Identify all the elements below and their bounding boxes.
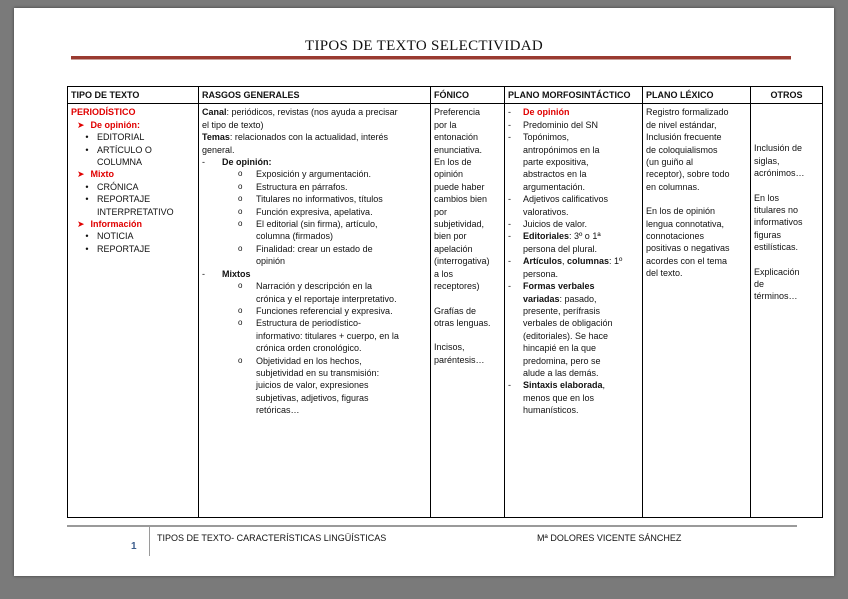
arrow-icon: ➤	[77, 119, 85, 130]
list-item: informativo: titulares + cuerpo, en la	[256, 330, 399, 341]
morfo-opinion-label: De opinión	[523, 107, 570, 118]
temas-text: : relacionados con la actualidad, interés	[229, 132, 388, 143]
list-item: ARTÍCULO O	[97, 144, 152, 155]
otros-line: de	[754, 279, 765, 290]
circle-bullet-icon: o	[238, 169, 243, 179]
table-header-row	[68, 87, 823, 104]
bullet-icon: •	[85, 231, 89, 242]
fonico-line: receptores)	[434, 281, 480, 292]
list-item: Funciones referencial y expresiva.	[256, 305, 393, 316]
otros-line: En los	[754, 192, 780, 203]
fonico-line: paréntesis…	[434, 354, 485, 365]
cell-lexico	[643, 104, 751, 518]
formas-label-cont: variadas	[523, 293, 560, 304]
list-item: CRÓNICA	[97, 181, 139, 192]
fonico-line: cambios bien	[434, 194, 488, 205]
lexico-line: lengua connotativa,	[646, 218, 725, 229]
circle-bullet-icon: o	[238, 219, 243, 229]
list-item: juicios de valor, expresiones	[256, 380, 369, 391]
text-types-table	[67, 86, 823, 518]
mixto-label: Mixto	[90, 169, 115, 180]
lexico-line: connotaciones	[646, 231, 705, 242]
lexico-line: receptor), sobre todo	[646, 169, 730, 180]
header-tipo: TIPO DE TEXTO	[68, 87, 199, 104]
page-number: 1	[131, 541, 137, 552]
sintaxis-text: ,	[602, 380, 606, 391]
canal-text-cont: el tipo de texto)	[202, 119, 264, 130]
footer-author: Mª DOLORES VICENTE SÁNCHEZ	[537, 533, 682, 543]
cell-fonico	[431, 104, 505, 518]
morfo-line: persona del plural.	[523, 243, 598, 254]
fonico-line: Grafías de	[434, 305, 477, 316]
lexico-line: positivas o negativas	[646, 243, 730, 254]
title-divider	[71, 56, 791, 59]
lexico-line: acordes con el tema	[646, 255, 728, 266]
columnas-label: columnas	[567, 256, 610, 267]
lexico-line: del texto.	[646, 268, 683, 279]
fonico-line: enunciativa.	[434, 144, 483, 155]
morfo-line: verbales de obligación	[523, 318, 613, 329]
otros-line: figuras	[754, 229, 782, 240]
list-item: subjetividad en su transmisión:	[256, 367, 380, 378]
list-item: INTERPRETATIVO	[97, 206, 174, 217]
footer-separator	[149, 526, 150, 556]
circle-bullet-icon: o	[238, 206, 243, 216]
header-otros: OTROS	[751, 87, 823, 104]
morfo-line: parte expositiva,	[523, 157, 589, 168]
morfo-line: persona.	[523, 268, 559, 279]
circle-bullet-icon: o	[238, 181, 243, 191]
cell-tipo	[68, 104, 199, 518]
morfo-line: abstractos en la	[523, 169, 587, 180]
list-item: Objetividad en los hechos,	[256, 355, 362, 366]
bullet-icon: •	[85, 194, 89, 205]
fonico-line: puede haber	[434, 181, 485, 192]
list-item: Estructura en párrafos.	[256, 181, 348, 192]
table-row	[68, 104, 823, 518]
otros-line: Inclusión de	[754, 143, 803, 154]
morfo-line: humanísticos.	[523, 405, 579, 416]
fonico-line: subjetividad,	[434, 219, 485, 230]
otros-line: estilísticas.	[754, 242, 799, 253]
rasgos-opinion-heading: De opinión:	[222, 157, 272, 168]
periodistico-label: PERIODÍSTICO	[71, 107, 136, 118]
header-morfo: PLANO MORFOSINTÁCTICO	[505, 87, 643, 104]
otros-line: siglas,	[754, 155, 780, 166]
circle-bullet-icon: o	[238, 355, 243, 365]
list-item: Función expresiva, apelativa.	[256, 206, 373, 217]
list-item: COLUMNA	[97, 157, 143, 168]
morfo-line: argumentación.	[523, 181, 586, 192]
cell-otros	[751, 104, 823, 518]
header-fonico: FÓNICO	[431, 87, 505, 104]
list-item: opinión	[256, 256, 286, 267]
morfo-line: Adjetivos calificativos	[523, 194, 609, 205]
formas-text: : pasado,	[559, 293, 597, 304]
temas-label: Temas	[202, 132, 230, 143]
document-page	[14, 8, 834, 576]
lexico-line: Registro formalizado	[646, 107, 729, 118]
editoriales-text: : 3º o 1ª	[569, 231, 601, 242]
lexico-line: Inclusión frecuente	[646, 132, 722, 143]
circle-bullet-icon: o	[238, 243, 243, 253]
list-item: Titulares no informativos, títulos	[256, 194, 383, 205]
fonico-line: por la	[434, 119, 457, 130]
fonico-line: apelación	[434, 243, 473, 254]
circle-bullet-icon: o	[238, 281, 243, 291]
fonico-line: otras lenguas.	[434, 317, 491, 328]
fonico-line: Preferencia	[434, 107, 481, 118]
list-item: NOTICIA	[97, 231, 134, 242]
arrow-icon: ➤	[77, 219, 85, 230]
bullet-icon: •	[85, 181, 89, 192]
morfo-line: menos que en los	[523, 392, 595, 403]
otros-line: acrónimos…	[754, 168, 805, 179]
morfo-line: Juicios de valor.	[523, 219, 588, 230]
fonico-line: entonación	[434, 132, 479, 143]
list-item: Exposición y argumentación.	[256, 169, 372, 180]
footer-divider	[67, 525, 797, 527]
lexico-line: de coloquialismos	[646, 144, 718, 155]
fonico-line: En los de	[434, 157, 472, 168]
canal-text: : periódicos, revistas (nos ayuda a precisar	[226, 107, 398, 118]
header-rasgos: RASGOS GENERALES	[199, 87, 431, 104]
rasgos-mixtos-heading: Mixtos	[222, 268, 251, 279]
otros-line: términos…	[754, 291, 798, 302]
otros-line: informativos	[754, 217, 803, 228]
list-item: EDITORIAL	[97, 132, 145, 143]
bullet-icon: •	[85, 132, 89, 143]
morfo-line: hincapié en la que	[523, 343, 597, 354]
lexico-line: En los de opinión	[646, 206, 716, 217]
circle-bullet-icon: o	[238, 194, 243, 204]
list-item: Finalidad: crear un estado de	[256, 243, 373, 254]
informacion-label: Información	[90, 219, 143, 230]
fonico-line: por	[434, 206, 448, 217]
circle-bullet-icon: o	[238, 305, 243, 315]
morfo-line: Topónimos,	[523, 132, 570, 143]
list-item: crónica y el reportaje interpretativo.	[256, 293, 397, 304]
temas-text-cont: general.	[202, 144, 235, 155]
fonico-line: (interrogativa)	[434, 256, 490, 267]
list-item: retóricas…	[256, 405, 300, 416]
morfo-line: presente, perífrasis	[523, 305, 601, 316]
list-item: El editorial (sin firma), artículo,	[256, 219, 378, 230]
lexico-line: de nivel estándar,	[646, 119, 717, 130]
articulos-separator: ,	[562, 256, 568, 267]
list-item: columna (firmados)	[256, 231, 334, 242]
fonico-line: opinión	[434, 169, 464, 180]
morfo-line: antropónimos en la	[523, 144, 600, 155]
page-title: TIPOS DE TEXTO SELECTIVIDAD	[305, 38, 543, 54]
morfo-line: valorativos.	[523, 206, 569, 217]
list-item: crónica orden cronológico.	[256, 343, 362, 354]
articulos-label: Artículos	[523, 256, 563, 267]
circle-bullet-icon: o	[238, 318, 243, 328]
editoriales-label: Editoriales	[523, 231, 570, 242]
footer-doc-title: TIPOS DE TEXTO- CARACTERÍSTICAS LINGÜÍSTICAS	[157, 533, 387, 543]
formas-label: Formas verbales	[523, 281, 595, 292]
opinion-label: De opinión:	[90, 119, 141, 130]
morfo-line: alude a las demás.	[523, 367, 599, 378]
bullet-icon: •	[85, 243, 89, 254]
otros-line: Explicación	[754, 266, 800, 277]
fonico-line: a los	[434, 268, 454, 279]
list-item: subjetivas, adjetivos, figuras	[256, 392, 369, 403]
canal-label: Canal	[202, 107, 227, 118]
cell-rasgos: Canal: periódicos, revistas (nos ayuda a precisar el tipo de texto) Temas: relacionados con la actualidad, interés general. - De opinión: o Exposición y argumentación. o Estructura en párrafos. o Titulares no informativos, títulos o Función expresiva, apelativa. o El editorial (sin firma), artículo, columna (firmados) o Finalidad: crear un estado de opinión - Mixtos o Narración y descripción en la crónica y el reportaje interpretativo. o Funciones referencial y expresiva. o Estructura de periodístico- informativo: titulares + cuerpo, en la crónica orden cronológico. o Objetividad en los hechos, subjetividad en su transmisión: juicios de valor, expresiones subjetivas, adjetivos, figuras retóricas…	[199, 104, 431, 518]
otros-line: titulares no	[754, 205, 799, 216]
list-item: Narración y descripción en la	[256, 281, 373, 292]
morfo-line: (editoriales). Se hace	[523, 330, 609, 341]
morfo-line: Predominio del SN	[523, 119, 599, 130]
arrow-icon: ➤	[77, 169, 85, 180]
sintaxis-label: Sintaxis elaborada	[523, 380, 603, 391]
fonico-line: bien por	[434, 231, 467, 242]
lexico-line: (un guiño al	[646, 157, 694, 168]
lexico-line: en columnas.	[646, 181, 700, 192]
list-item: REPORTAJE	[97, 194, 151, 205]
morfo-line: predomina, pero se	[523, 355, 601, 366]
list-item: Estructura de periodístico-	[256, 318, 362, 329]
header-lexico: PLANO LÉXICO	[643, 87, 751, 104]
list-item: REPORTAJE	[97, 243, 151, 254]
bullet-icon: •	[85, 144, 89, 155]
cell-morfo: - De opinión - Predominio del SN - Topónimos, antropónimos en la parte expositiva, abstractos en la argumentación. - Adjetivos calificativos valorativos. - Juicios de valor. - Editoriales: 3º o 1ª persona del plural. - Artículos, columnas: 1º persona. - Formas verbales variadas: pasado, presente, perífrasis verbales de obligación (editoriales). Se hace hincapié en la que predomina, pero se alude a las demás. - Sintaxis elaborada, menos que en los humanísticos.	[505, 104, 643, 518]
fonico-line: Incisos,	[434, 342, 465, 353]
articulos-text: : 1º	[609, 256, 623, 267]
